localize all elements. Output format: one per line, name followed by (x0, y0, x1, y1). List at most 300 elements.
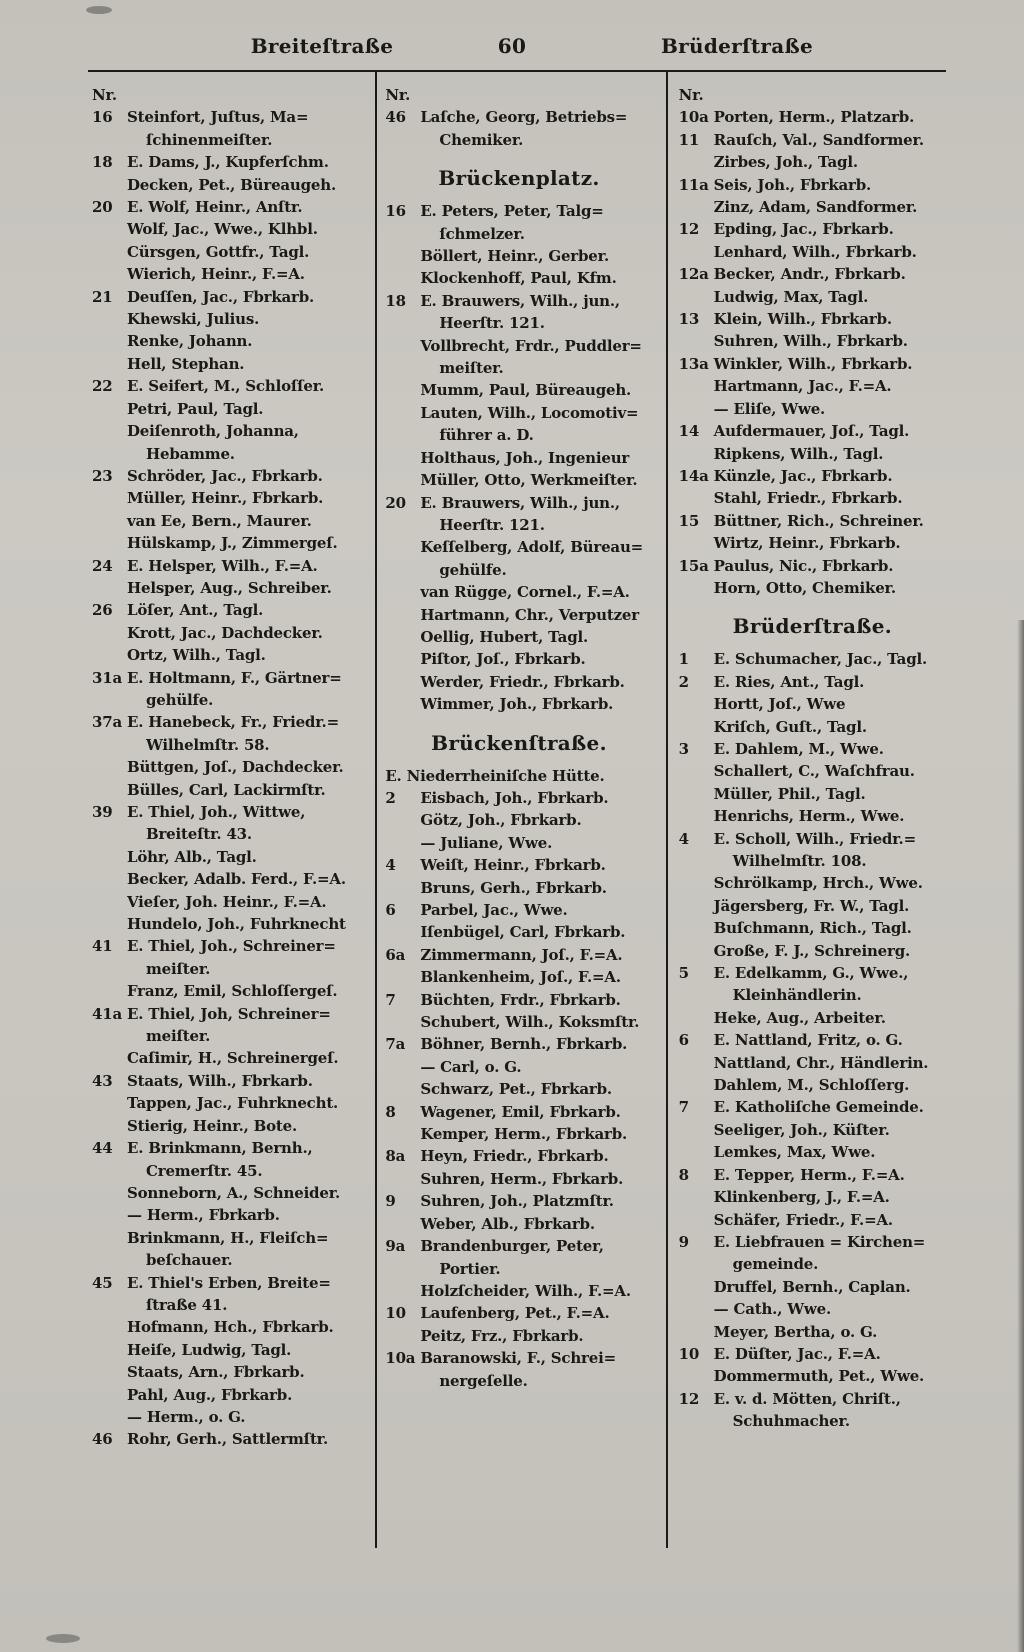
entry-text: Hülskamp, J., Zimmergeſ. (127, 534, 338, 553)
entry-text: Eisbach, Joh., Fbrkarb. (420, 788, 609, 807)
column (92, 84, 359, 1451)
entry-text: E. Brauwers, Wilh., jun., (420, 291, 620, 310)
entry-text: Hundelo, Joh., Fuhrknecht (127, 915, 346, 934)
resident-line (679, 1119, 946, 1141)
entry-text: Peitz, Frz., Fbrkarb. (420, 1326, 584, 1345)
resident-line (92, 174, 359, 196)
entry-line (92, 935, 359, 957)
entry-text: E. Holtmann, F., Gärtner= (127, 668, 342, 687)
entry-text: Müller, Heinr., Fbrkarb. (127, 489, 324, 508)
entry-line (679, 174, 946, 196)
resident-line (385, 1123, 652, 1145)
resident-line (679, 1321, 946, 1343)
house-number: 11 (678, 130, 700, 149)
entry-wrap-line (92, 443, 359, 465)
entry-text: E. Edelkamm, G., Wwe., (713, 964, 909, 983)
entry-text: Rohr, Gerh., Sattlermſtr. (127, 1430, 329, 1449)
resident-line (385, 1011, 652, 1033)
entry-text: Brinkmann, H., Fleiſch= (127, 1228, 329, 1247)
house-number: 7 (385, 990, 396, 1009)
directory-columns (92, 84, 946, 1451)
entry-text: E. Scholl, Wilh., Friedr.= (713, 829, 916, 848)
resident-line (385, 245, 652, 267)
resident-line (385, 267, 652, 289)
entry-text: Schallert, C., Waſchfrau. (713, 762, 915, 781)
entry-text: Ripkens, Wilh., Tagl. (713, 444, 884, 463)
entry-text: Stahl, Friedr., Fbrkarb. (713, 489, 903, 508)
entry-line (92, 599, 359, 621)
entry-text: Heyn, Friedr., Fbrkarb. (420, 1147, 609, 1166)
resident-line (92, 1339, 359, 1361)
entry-line (679, 510, 946, 532)
resident-line (92, 1047, 359, 1069)
entry-text: Oellig, Hubert, Tagl. (420, 627, 589, 646)
entry-text: Deuſſen, Jac., Fbrkarb. (127, 287, 315, 306)
entry-line (679, 1343, 946, 1365)
resident-line (679, 783, 946, 805)
house-number: 5 (678, 964, 689, 983)
resident-line (385, 379, 652, 401)
entry-line (92, 1070, 359, 1092)
entry-text: — Carl, o. G. (420, 1057, 522, 1076)
entry-line (92, 196, 359, 218)
resident-line (679, 286, 946, 308)
resident-line (92, 1092, 359, 1114)
entry-text: Becker, Andr., Fbrkarb. (713, 265, 906, 284)
resident-line (385, 1078, 652, 1100)
house-number: 6 (678, 1031, 689, 1050)
column (679, 84, 946, 1451)
entry-text: Nr. (678, 86, 704, 104)
entry-text: Petri, Paul, Tagl. (127, 399, 264, 418)
entry-text: Tappen, Jac., Fuhrknecht. (127, 1094, 339, 1113)
house-number: 39 (92, 803, 113, 821)
resident-line (92, 308, 359, 330)
entry-text: E. Wolf, Heinr., Anſtr. (127, 198, 303, 217)
scan-artifact (86, 6, 112, 14)
house-number: 12a (678, 265, 709, 284)
entry-text: Baranowski, F., Schrei= (420, 1349, 616, 1368)
entry-line (385, 899, 652, 921)
street-heading: Brüderſtraße. (732, 614, 892, 639)
entry-text: Franz, Emil, Schloſſergeſ. (127, 982, 338, 1001)
resident-line (92, 218, 359, 240)
entry-text: Schuhmacher. (732, 1412, 850, 1431)
house-number: 13a (678, 354, 709, 373)
entry-wrap-line (679, 850, 946, 872)
entry-line (92, 1137, 359, 1159)
entry-text: ſchinenmeiſter. (146, 130, 273, 149)
entry-line (679, 308, 946, 330)
resident-line (92, 510, 359, 532)
entry-text: gemeinde. (732, 1255, 819, 1274)
entry-text: Holzſcheider, Wilh., F.=A. (420, 1281, 631, 1300)
resident-line (679, 1186, 946, 1208)
entry-line (679, 353, 946, 375)
entry-line (679, 263, 946, 285)
resident-line (679, 1298, 946, 1320)
resident-line (385, 671, 652, 693)
entry-text: Große, F. J., Schreinerg. (713, 941, 911, 960)
resident-line (385, 1056, 652, 1078)
entry-text: E. Thiel's Erben, Breite= (127, 1273, 331, 1292)
resident-line (385, 877, 652, 899)
entry-text: gehülfe. (439, 560, 507, 579)
resident-line (385, 1280, 652, 1302)
entry-line (385, 1145, 652, 1167)
entry-line (679, 1164, 946, 1186)
entry-line (385, 1101, 652, 1123)
scan-artifact (1017, 620, 1024, 1652)
resident-line (385, 581, 652, 603)
entry-wrap-line (679, 1410, 946, 1432)
entry-line (679, 420, 946, 442)
entry-text: E. Schumacher, Jac., Tagl. (713, 650, 928, 669)
entry-line (92, 151, 359, 173)
entry-text: Schubert, Wilh., Koksmſtr. (420, 1013, 640, 1032)
entry-line (679, 828, 946, 850)
resident-line (92, 1384, 359, 1406)
resident-line (679, 443, 946, 465)
entry-text: Böhner, Bernh., Fbrkarb. (420, 1035, 628, 1054)
resident-line (679, 577, 946, 599)
entry-text: Hartmann, Jac., F.=A. (713, 377, 892, 396)
resident-line (385, 447, 652, 469)
house-number: 7 (678, 1098, 689, 1117)
house-number: 8 (678, 1165, 689, 1184)
entry-line (92, 711, 359, 733)
entry-text: Staats, Wilh., Fbrkarb. (127, 1071, 313, 1090)
house-number: 4 (678, 829, 689, 848)
entry-text: E. Nattland, Fritz, o. G. (713, 1031, 903, 1050)
entry-text: ſchmelzer. (439, 224, 525, 243)
entry-line (679, 962, 946, 984)
resident-line (92, 846, 359, 868)
entry-text: Hell, Stephan. (127, 354, 245, 373)
entry-line (92, 375, 359, 397)
entry-text: Renke, Johann. (127, 332, 253, 351)
entry-line (385, 1033, 652, 1055)
entry-text: Dommermuth, Pet., Wwe. (713, 1367, 925, 1386)
entry-text: Nr. (385, 86, 411, 104)
entry-line (679, 465, 946, 487)
street-heading: Brückenſtraße. (431, 730, 607, 755)
entry-line (679, 1231, 946, 1253)
street-heading: Brückenplatz. (438, 166, 600, 191)
entry-text: Deiſenroth, Johanna, (127, 422, 299, 441)
house-number: 46 (92, 1430, 113, 1449)
resident-line (92, 263, 359, 285)
house-number: 15a (678, 556, 709, 575)
entry-text: Weber, Alb., Fbrkarb. (420, 1214, 595, 1233)
entry-text: Zinz, Adam, Sandformer. (713, 198, 918, 217)
entry-text: E. Thiel, Joh., Schreiner= (127, 937, 336, 956)
house-number: 24 (92, 556, 113, 575)
house-number: 9 (678, 1232, 689, 1251)
entry-text: nergeſelle. (439, 1371, 528, 1390)
resident-line (385, 693, 652, 715)
entry-text: Löſer, Ant., Tagl. (127, 601, 264, 620)
resident-line (92, 1227, 359, 1249)
resident-line (92, 1115, 359, 1137)
resident-line (679, 1052, 946, 1074)
entry-wrap-line (385, 1258, 652, 1280)
entry-line (385, 1347, 652, 1369)
house-number: 9a (385, 1237, 406, 1256)
entry-line (92, 465, 359, 487)
entry-line (679, 1096, 946, 1118)
entry-text: E. Dams, J., Kupferſchm. (127, 153, 329, 172)
resident-line (385, 832, 652, 854)
entry-text: Mumm, Paul, Büreaugeh. (420, 381, 632, 400)
resident-line (385, 626, 652, 648)
entry-text: Hofmann, Hch., Fbrkarb. (127, 1318, 334, 1337)
entry-text: Seeliger, Joh., Küſter. (713, 1120, 890, 1139)
house-number: 10 (385, 1304, 406, 1323)
entry-text: Bülles, Carl, Lackirmſtr. (127, 780, 326, 799)
entry-text: E. Thiel, Joh., Wittwe, (127, 803, 306, 821)
resident-line (385, 84, 652, 106)
entry-wrap-line (385, 424, 652, 446)
entry-text: Zimmermann, Joſ., F.=A. (420, 945, 623, 964)
resident-line (679, 1276, 946, 1298)
entry-text: führer a. D. (439, 426, 534, 445)
house-number: 26 (92, 601, 113, 620)
entry-line (92, 106, 359, 128)
entry-text: Porten, Herm., Platzarb. (713, 108, 915, 127)
entry-text: Laufenberg, Pet., F.=A. (420, 1304, 610, 1323)
entry-text: Druffel, Bernh., Caplan. (713, 1277, 911, 1296)
house-number: 7a (385, 1035, 406, 1054)
entry-text: Iſenbügel, Carl, Fbrkarb. (420, 923, 626, 942)
house-number: 16 (92, 108, 113, 127)
resident-line (679, 917, 946, 939)
entry-line (679, 555, 946, 577)
entry-text: Schrölkamp, Hrch., Wwe. (713, 874, 923, 893)
house-number: 2 (678, 672, 689, 691)
entry-text: van Rügge, Cornel., F.=A. (420, 583, 630, 602)
column (385, 84, 652, 1451)
entry-wrap-line (385, 129, 652, 151)
house-number: 10 (678, 1344, 700, 1363)
resident-line (92, 1204, 359, 1226)
entry-line (385, 1302, 652, 1324)
resident-line (385, 604, 652, 626)
entry-text: E. Brauwers, Wilh., jun., (420, 493, 620, 512)
entry-text: Becker, Adalb. Ferd., F.=A. (127, 870, 346, 889)
entry-text: Meyer, Bertha, o. G. (713, 1322, 878, 1341)
entry-text: Wimmer, Joh., Fbrkarb. (420, 695, 614, 714)
entry-line (385, 290, 652, 312)
entry-text: Wolf, Jac., Wwe., Klhbl. (127, 220, 318, 239)
entry-text: gehülfe. (146, 690, 214, 709)
entry-text: Brandenburger, Peter, (420, 1237, 604, 1256)
entry-text: E. Dahlem, M., Wwe. (713, 739, 884, 758)
entry-text: — Eliſe, Wwe. (713, 399, 826, 418)
scan-artifact (46, 1634, 80, 1643)
entry-text: Kemper, Herm., Fbrkarb. (420, 1125, 628, 1144)
entry-text: Werder, Friedr., Fbrkarb. (420, 672, 625, 691)
entry-line (92, 667, 359, 689)
entry-text: Schwarz, Pet., Fbrkarb. (420, 1080, 612, 1099)
house-number: 3 (678, 739, 689, 758)
resident-line (92, 532, 359, 554)
resident-line (92, 644, 359, 666)
entry-wrap-line (92, 1025, 359, 1047)
entry-line (385, 854, 652, 876)
resident-line (679, 1074, 946, 1096)
entry-text: Horn, Otto, Chemiker. (713, 578, 896, 597)
house-number: 10a (385, 1349, 416, 1368)
house-number: 37a (92, 713, 122, 732)
entry-line (679, 671, 946, 693)
resident-line (679, 398, 946, 420)
entry-text: Kriſch, Guſt., Tagl. (713, 717, 867, 736)
entry-wrap-line (92, 689, 359, 711)
entry-text: Lemkes, Max, Wwe. (713, 1143, 876, 1162)
house-number: 45 (92, 1273, 113, 1292)
house-number: 21 (92, 287, 113, 306)
entry-text: Caſimir, H., Schreinergeſ. (127, 1049, 339, 1068)
resident-line (385, 1168, 652, 1190)
entry-line (92, 1003, 359, 1025)
entry-text: Hartmann, Chr., Verputzer (420, 605, 639, 624)
entry-line (92, 555, 359, 577)
entry-text: Pahl, Aug., Fbrkarb. (127, 1385, 293, 1404)
page-number: 60 (497, 34, 527, 58)
house-number: 12 (678, 1389, 700, 1408)
running-head-left: Breiteſtraße (250, 34, 394, 58)
entry-wrap-line (385, 559, 652, 581)
resident-line (679, 487, 946, 509)
entry-text: Laſche, Georg, Betriebs= (420, 108, 628, 127)
entry-text: Büttgen, Joſ., Dachdecker. (127, 758, 344, 777)
entry-text: Buſchmann, Rich., Tagl. (713, 919, 912, 938)
house-number: 10a (678, 108, 709, 127)
entry-line (679, 648, 946, 670)
entry-text: Hortt, Joſ., Wwe (713, 695, 846, 714)
resident-line (679, 872, 946, 894)
house-number: 9 (385, 1192, 396, 1211)
entry-line (92, 801, 359, 823)
entry-text: Epding, Jac., Fbrkarb. (713, 220, 894, 239)
entry-line (385, 106, 652, 128)
entry-wrap-line (385, 223, 652, 245)
entry-text: Schäfer, Friedr., F.=A. (713, 1210, 893, 1229)
entry-text: Büttner, Rich., Schreiner. (713, 511, 924, 530)
entry-text: E. Seifert, M., Schloſſer. (127, 377, 325, 396)
entry-text: Suhren, Joh., Platzmſtr. (420, 1192, 614, 1211)
resident-line (679, 716, 946, 738)
entry-text: Jägersberg, Fr. W., Tagl. (713, 896, 910, 915)
resident-line (92, 1182, 359, 1204)
entry-text: Steinfort, Juſtus, Ma= (127, 108, 309, 127)
entry-text: E. Niederrheiniſche Hütte. (385, 766, 605, 785)
entry-text: Götz, Joh., Fbrkarb. (420, 811, 582, 830)
entry-text: Hebamme. (146, 444, 235, 463)
house-number: 11a (678, 175, 709, 194)
house-number: 2 (385, 788, 396, 807)
entry-text: Wirtz, Heinr., Fbrkarb. (713, 534, 901, 553)
entry-text: Klinkenberg, J., F.=A. (713, 1188, 890, 1207)
house-number: 15 (678, 511, 700, 530)
resident-line (679, 241, 946, 263)
resident-line (679, 1365, 946, 1387)
entry-text: — Cath., Wwe. (713, 1300, 831, 1319)
entry-text: meiſter. (439, 359, 504, 378)
entry-text: Klockenhoff, Paul, Kfm. (420, 269, 617, 288)
entry-line (679, 129, 946, 151)
entry-line (385, 1190, 652, 1212)
entry-text: Nr. (92, 86, 117, 104)
resident-line (92, 84, 359, 106)
entry-text: Keſſelberg, Adolf, Büreau= (420, 538, 644, 557)
entry-wrap-line (92, 734, 359, 756)
entry-text: Löhr, Alb., Tagl. (127, 847, 257, 866)
resident-line (92, 577, 359, 599)
resident-line (92, 868, 359, 890)
resident-line (679, 196, 946, 218)
entry-text: Büchten, Frdr., Fbrkarb. (420, 990, 621, 1009)
entry-text: E. Thiel, Joh, Schreiner= (127, 1004, 331, 1023)
resident-line (385, 648, 652, 670)
entry-wrap-line (385, 312, 652, 334)
entry-text: Parbel, Jac., Wwe. (420, 901, 568, 919)
entry-text: E. Düſter, Jac., F.=A. (713, 1344, 881, 1363)
resident-line (385, 765, 652, 787)
entry-wrap-line (385, 357, 652, 379)
resident-line (92, 1361, 359, 1383)
resident-line (385, 1213, 652, 1235)
entry-text: E. Helsper, Wilh., F.=A. (127, 556, 318, 575)
entry-text: Suhren, Herm., Fbrkarb. (420, 1169, 624, 1188)
entry-text: Aufdermauer, Joſ., Tagl. (713, 422, 910, 441)
resident-line (385, 402, 652, 424)
house-number: 8a (385, 1147, 406, 1166)
resident-line (92, 241, 359, 263)
resident-line (92, 353, 359, 375)
entry-text: Staats, Arn., Fbrkarb. (127, 1363, 305, 1382)
entry-text: E. Katholiſche Gemeinde. (713, 1098, 924, 1117)
entry-line (679, 106, 946, 128)
entry-line (679, 1029, 946, 1051)
entry-text: Ludwig, Max, Tagl. (713, 287, 869, 306)
house-number: 6 (385, 901, 396, 919)
entry-wrap-line (92, 1249, 359, 1271)
entry-text: Weiſt, Heinr., Fbrkarb. (420, 856, 606, 875)
entry-text: Lauten, Wilh., Locomotiv= (420, 403, 639, 422)
entry-text: Wilhelmſtr. 58. (146, 735, 270, 754)
entry-text: Klein, Wilh., Fbrkarb. (713, 310, 892, 329)
entry-text: Vieſer, Joh. Heinr., F.=A. (127, 892, 327, 911)
entry-text: Schröder, Jac., Fbrkarb. (127, 466, 323, 485)
resident-line (679, 151, 946, 173)
entry-text: Ortz, Wilh., Tagl. (127, 646, 266, 665)
resident-line (679, 895, 946, 917)
resident-line (679, 375, 946, 397)
entry-wrap-line (679, 1253, 946, 1275)
house-number: 41a (92, 1004, 122, 1023)
house-number: 16 (385, 202, 406, 221)
entry-text: E. Tepper, Herm., F.=A. (713, 1165, 905, 1184)
resident-line (385, 921, 652, 943)
entry-text: Wagener, Emil, Fbrkarb. (420, 1102, 621, 1121)
entry-text: Heiſe, Ludwig, Tagl. (127, 1340, 292, 1359)
house-number: 43 (92, 1071, 113, 1090)
entry-text: ſtraße 41. (146, 1295, 228, 1314)
entry-text: Krott, Jac., Dachdecker. (127, 623, 323, 642)
house-number: 12 (678, 220, 700, 239)
